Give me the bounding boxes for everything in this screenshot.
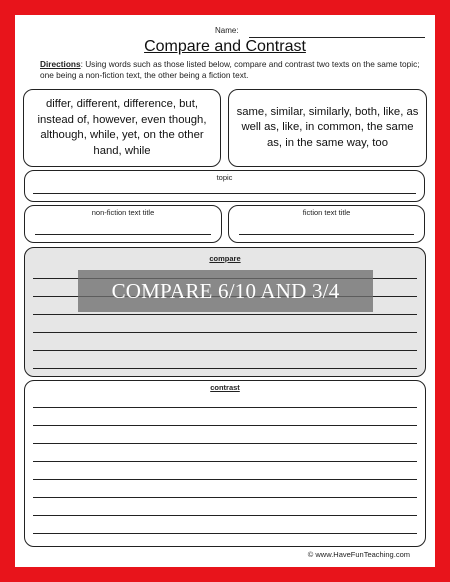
writing-line: [33, 407, 417, 408]
writing-line: [33, 314, 417, 315]
caption-overlay-text: COMPARE 6/10 AND 3/4: [111, 278, 340, 303]
writing-line: [33, 461, 417, 462]
contrast-word-bank-text: differ, different, difference, but, instead of, however, even though, although, while, yet, on the other hand, while: [37, 98, 207, 157]
writing-line: [33, 350, 417, 351]
writing-line: [33, 533, 417, 534]
fiction-title-line: [239, 234, 414, 235]
fiction-title-box[interactable]: [228, 205, 425, 243]
writing-line: [33, 479, 417, 480]
nonfiction-title-box[interactable]: [24, 205, 222, 243]
copyright-footer: © www.HaveFunTeaching.com: [307, 550, 410, 559]
writing-line: [33, 425, 417, 426]
caption-overlay: [78, 270, 373, 312]
writing-line: [33, 368, 417, 369]
compare-word-bank-text: same, similar, similarly, both, like, as well as, like, in common, the same as, in the same way, too: [236, 105, 419, 149]
nonfiction-title-label: non-fiction text title: [91, 208, 155, 217]
name-label: Name:: [215, 26, 239, 35]
compare-word-bank: [228, 89, 427, 167]
compare-section[interactable]: [24, 247, 426, 377]
nonfiction-title-line: [35, 234, 211, 235]
writing-line: [33, 332, 417, 333]
topic-line: [33, 193, 416, 194]
topic-label: topic: [216, 173, 233, 182]
writing-line: [33, 515, 417, 516]
directions-body: : Using words such as those listed below, compare and contrast two texts on the same topic; one being a non-fiction text, the other being a fiction text.: [40, 59, 420, 80]
compare-label: compare: [209, 254, 241, 263]
directions-lead: Directions: [40, 59, 81, 69]
contrast-word-bank: [23, 89, 221, 167]
writing-line: [33, 443, 417, 444]
directions-text: [40, 59, 424, 80]
topic-box[interactable]: [24, 170, 425, 202]
fiction-title-label: fiction text title: [302, 208, 351, 217]
worksheet-title: Compare and Contrast: [144, 38, 306, 55]
contrast-section[interactable]: [24, 380, 426, 547]
writing-line: [33, 497, 417, 498]
contrast-writing-lines: [33, 395, 417, 545]
contrast-label: contrast: [210, 383, 240, 392]
